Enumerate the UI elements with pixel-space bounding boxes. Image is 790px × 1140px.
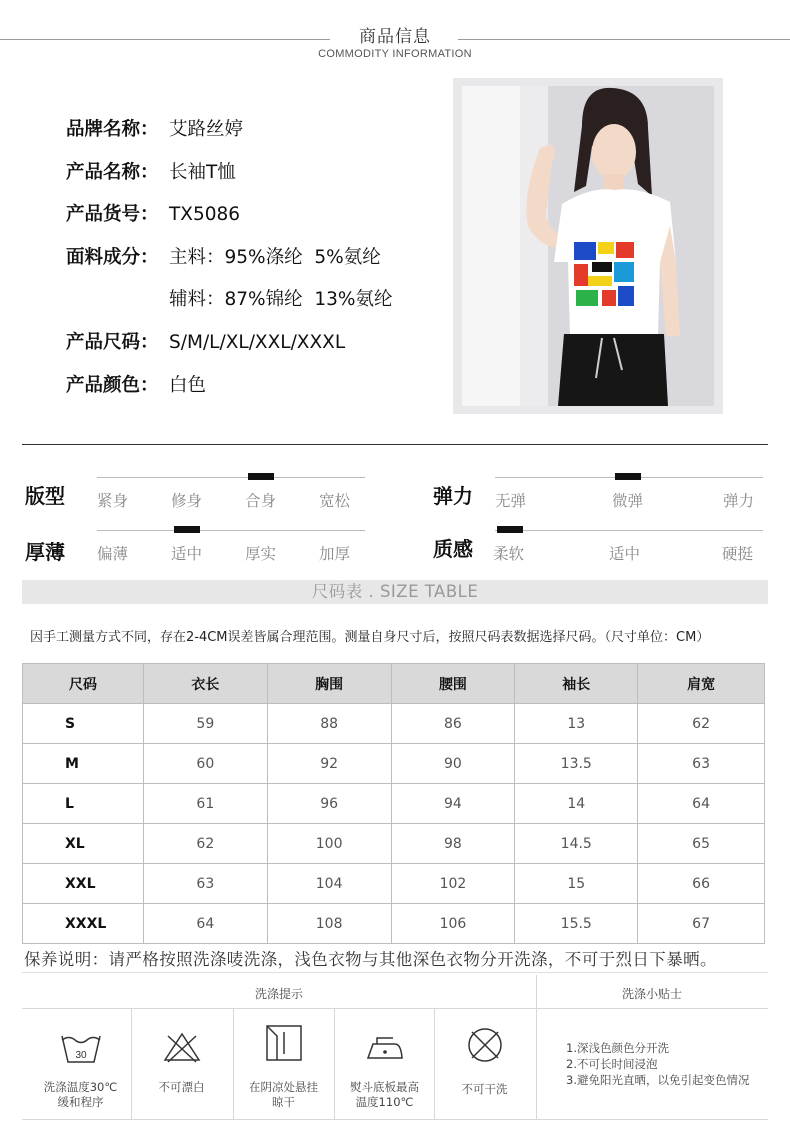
wash-label: 在阴凉处悬挂 晾干 [249, 1080, 318, 1109]
elasticity-selected-marker [615, 473, 641, 480]
table-cell: 96 [267, 784, 391, 824]
size-cell: XL [23, 824, 144, 864]
size-cell: M [23, 744, 144, 784]
table-cell: 67 [638, 904, 765, 944]
wash-item [233, 1012, 334, 1117]
table-cell: 13.5 [515, 744, 638, 784]
wash-item [334, 1012, 435, 1117]
care-divider [22, 972, 768, 973]
fit-option: 合身 [245, 492, 277, 510]
thickness-scale-line [97, 530, 365, 531]
table-cell: 106 [391, 904, 515, 944]
fit-title: 版型 [25, 484, 65, 508]
fit-option: 紧身 [97, 492, 129, 510]
wash-label: 不可漂白 [158, 1080, 205, 1094]
table-cell: 59 [143, 704, 267, 744]
texture-option: 柔软 [493, 545, 525, 563]
wash-bottom-rule [22, 1119, 768, 1120]
table-cell: 15.5 [515, 904, 638, 944]
info-label: 面料成分： [66, 246, 159, 268]
wash-tip: 3.避免阳光直晒，以免引起变色情况 [566, 1073, 750, 1087]
size-cell: L [23, 784, 144, 824]
info-value: S/M/L/XL/XXL/XXXL [169, 331, 346, 353]
table-row [23, 864, 765, 904]
table-cell: 98 [391, 824, 515, 864]
info-value: TX5086 [169, 204, 241, 226]
info-value: 长袖T恤 [169, 161, 236, 183]
table-cell: 15 [515, 864, 638, 904]
table-cell: 13 [515, 704, 638, 744]
table-cell: 62 [143, 824, 267, 864]
column-header: 衣长 [143, 664, 267, 704]
info-label: 产品名称： [66, 161, 159, 183]
info-row-fabric-secondary [66, 285, 446, 328]
section-title: 商品信息 [359, 27, 431, 47]
info-value: 辅料：87%锦纶 13%氨纶 [169, 289, 393, 311]
info-row-sizes [66, 328, 446, 371]
info-label: 产品尺码： [66, 331, 159, 353]
table-row [23, 704, 765, 744]
texture-scale-line [495, 530, 763, 531]
elasticity-option: 弹力 [723, 492, 755, 510]
fit-option: 宽松 [319, 492, 351, 510]
product-photo [453, 78, 723, 414]
texture-title: 质感 [433, 537, 473, 561]
table-cell: 64 [638, 784, 765, 824]
table-cell: 92 [267, 744, 391, 784]
fit-option: 修身 [171, 492, 203, 510]
info-value: 主料：95%涤纶 5%氨纶 [169, 246, 381, 268]
info-row-color [66, 371, 446, 414]
column-header: 胸围 [267, 664, 391, 704]
fit-selected-marker [248, 473, 274, 480]
table-row [23, 744, 765, 784]
table-cell: 66 [638, 864, 765, 904]
thickness-option: 适中 [171, 545, 203, 563]
info-row-sku [66, 200, 446, 243]
wash-tip: 1.深浅色颜色分开洗 [566, 1041, 669, 1055]
table-cell: 90 [391, 744, 515, 784]
info-label: 品牌名称： [66, 119, 159, 140]
table-cell: 65 [638, 824, 765, 864]
wash-item [434, 1012, 535, 1117]
table-cell: 108 [267, 904, 391, 944]
table-cell: 63 [143, 864, 267, 904]
table-cell: 88 [267, 704, 391, 744]
measurement-note: 因手工测量方式不同，存在2-4CM误差皆属合理范围。测量自身尺寸后，按照尺码表数据选择尺码。（尺寸单位：CM） [30, 630, 710, 645]
fit-scale-line [97, 477, 365, 478]
table-cell: 100 [267, 824, 391, 864]
table-row [23, 784, 765, 824]
info-row-name [66, 158, 446, 201]
info-label: 产品货号： [66, 204, 159, 226]
section-subtitle: COMMODITY INFORMATION [318, 48, 472, 60]
info-value: 白色 [169, 374, 207, 396]
model-image [462, 86, 714, 406]
table-cell: 63 [638, 744, 765, 784]
wash-header-separator [536, 975, 537, 1120]
wash-label: 不可干洗 [461, 1082, 508, 1096]
column-header: 腰围 [391, 664, 515, 704]
texture-option: 硬挺 [722, 545, 754, 563]
column-header: 肩宽 [638, 664, 765, 704]
dry-shade-icon [265, 1024, 303, 1062]
texture-selected-marker [497, 526, 523, 533]
thickness-option: 偏薄 [97, 545, 129, 563]
wash-label: 熨斗底板最高 温度110℃ [350, 1080, 419, 1109]
table-cell: 61 [143, 784, 267, 824]
size-table-banner: 尺码表 . SIZE TABLE [22, 580, 768, 604]
size-cell: XXL [23, 864, 144, 904]
table-row [23, 904, 765, 944]
size-cell: S [23, 704, 144, 744]
info-label: 产品颜色： [66, 374, 159, 396]
no-dryclean-icon [466, 1026, 504, 1064]
table-cell: 60 [143, 744, 267, 784]
table-cell: 14.5 [515, 824, 638, 864]
wash-item [30, 1012, 131, 1117]
table-cell: 62 [638, 704, 765, 744]
info-row-fabric [66, 243, 446, 286]
info-value: 艾路丝婷 [169, 119, 244, 140]
wash-header-rule [22, 1008, 768, 1009]
wash-tips-title: 洗涤提示 [254, 987, 303, 1001]
table-cell: 102 [391, 864, 515, 904]
table-cell: 94 [391, 784, 515, 824]
info-row-brand [66, 115, 446, 158]
table-cell: 64 [143, 904, 267, 944]
column-header: 尺码 [23, 664, 144, 704]
wash-tips-list [566, 1040, 749, 1088]
wash-tip: 2.不可长时间浸泡 [566, 1057, 658, 1071]
wash-advice-title: 洗涤小贴士 [621, 987, 682, 1001]
table-cell: 14 [515, 784, 638, 824]
wash-item [131, 1012, 232, 1117]
thickness-title: 厚薄 [25, 540, 65, 564]
wash-30-icon [59, 1030, 103, 1066]
size-table [22, 663, 765, 944]
column-header: 袖长 [515, 664, 638, 704]
size-table-header [23, 664, 765, 704]
elasticity-option: 无弹 [495, 492, 527, 510]
model-illustration [462, 86, 714, 406]
section-divider [22, 444, 768, 445]
table-cell: 104 [267, 864, 391, 904]
elasticity-option: 微弹 [612, 492, 644, 510]
thickness-option: 厚实 [245, 545, 277, 563]
table-cell: 86 [391, 704, 515, 744]
table-row [23, 824, 765, 864]
elasticity-title: 弹力 [433, 484, 473, 508]
product-info [66, 115, 446, 413]
wash-temp-label: 30 [74, 1050, 87, 1061]
size-cell: XXXL [23, 904, 144, 944]
wash-label: 洗涤温度30℃ 缓和程序 [43, 1080, 118, 1109]
thickness-option: 加厚 [319, 545, 351, 563]
texture-option: 适中 [609, 545, 641, 563]
thickness-selected-marker [174, 526, 200, 533]
no-bleach-icon [162, 1030, 202, 1064]
care-instructions: 保养说明：请严格按照洗涤唛洗涤，浅色衣物与其他深色衣物分开洗涤，不可于烈日下暴晒。 [24, 950, 717, 969]
iron-low-icon [365, 1034, 405, 1064]
